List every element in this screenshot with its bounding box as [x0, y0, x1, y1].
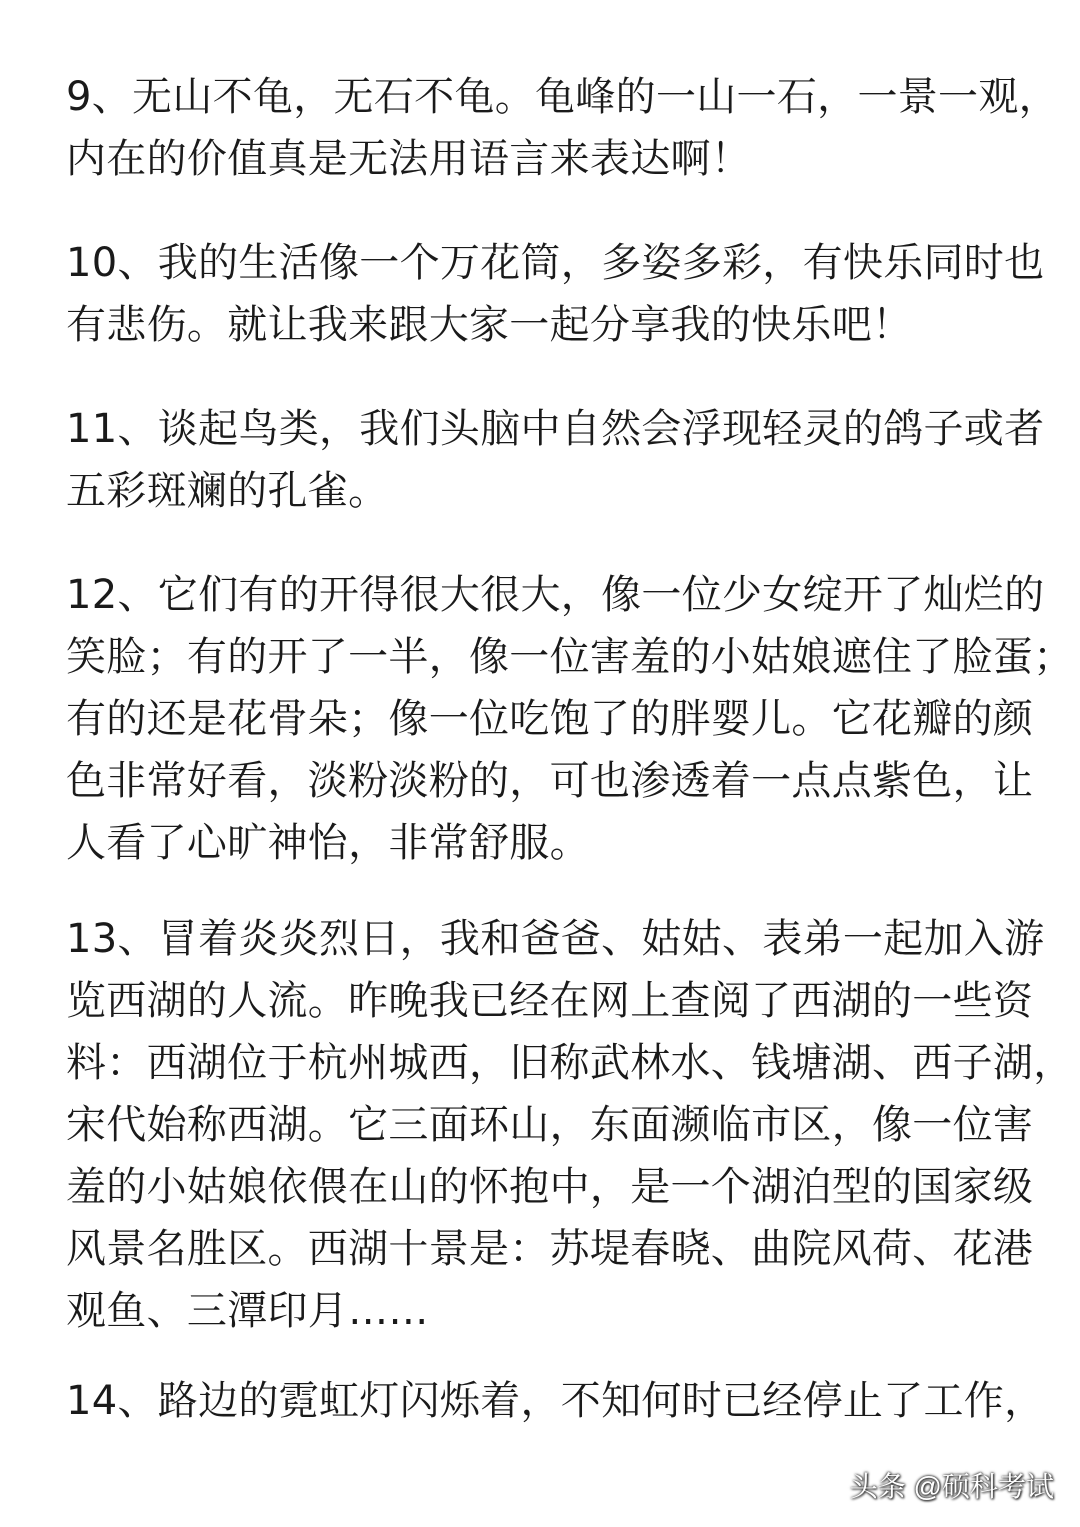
text-line: 色非常好看，淡粉淡粉的，可也渗透着一点点紫色，让	[66, 758, 1034, 804]
text-line: 11、谈起鸟类，我们头脑中自然会浮现轻灵的鸽子或者	[66, 406, 1045, 452]
text-line: 人看了心旷神怡，非常舒服。	[66, 820, 590, 866]
text-line: 9、无山不龟，无石不龟。龟峰的一山一石，一景一观，	[66, 74, 1059, 120]
text-line: 内在的价值真是无法用语言来表达啊！	[66, 136, 752, 182]
text-line: 14、路边的霓虹灯闪烁着，不知何时已经停止了工作，	[66, 1378, 1045, 1424]
watermark: 头条 @硕科考试	[849, 1471, 1054, 1502]
text-line: 宋代始称西湖。它三面环山，东面濒临市区，像一位害	[66, 1102, 1034, 1148]
text-line: 风景名胜区。西湖十景是：苏堤春晓、曲院风荷、花港	[66, 1226, 1034, 1272]
text-line: 10、我的生活像一个万花筒，多姿多彩，有快乐同时也	[66, 240, 1045, 286]
paragraph-11	[66, 398, 1044, 522]
text-line: 有悲伤。就让我来跟大家一起分享我的快乐吧！	[66, 302, 913, 348]
paragraph-13	[66, 908, 1074, 1342]
paragraph-10	[66, 232, 1044, 356]
text-line: 有的还是花骨朵；像一位吃饱了的胖婴儿。它花瓣的颜	[66, 696, 1034, 742]
text-line: 览西湖的人流。昨晚我已经在网上查阅了西湖的一些资	[66, 978, 1034, 1024]
text-line: 料：西湖位于杭州城西，旧称武林水、钱塘湖、西子湖，	[66, 1040, 1074, 1086]
paragraph-14	[66, 1370, 1044, 1432]
paragraph-12	[66, 564, 1074, 874]
text-line: 五彩斑斓的孔雀。	[66, 468, 389, 514]
paragraph-9	[66, 66, 1059, 190]
text-line: 观鱼、三潭印月……	[66, 1288, 429, 1334]
text-line: 12、它们有的开得很大很大，像一位少女绽开了灿烂的	[66, 572, 1045, 618]
text-line: 13、冒着炎炎烈日，我和爸爸、姑姑、表弟一起加入游	[66, 916, 1045, 962]
text-line: 羞的小姑娘依偎在山的怀抱中，是一个湖泊型的国家级	[66, 1164, 1034, 1210]
text-line: 笑脸；有的开了一半，像一位害羞的小姑娘遮住了脸蛋；	[66, 634, 1074, 680]
